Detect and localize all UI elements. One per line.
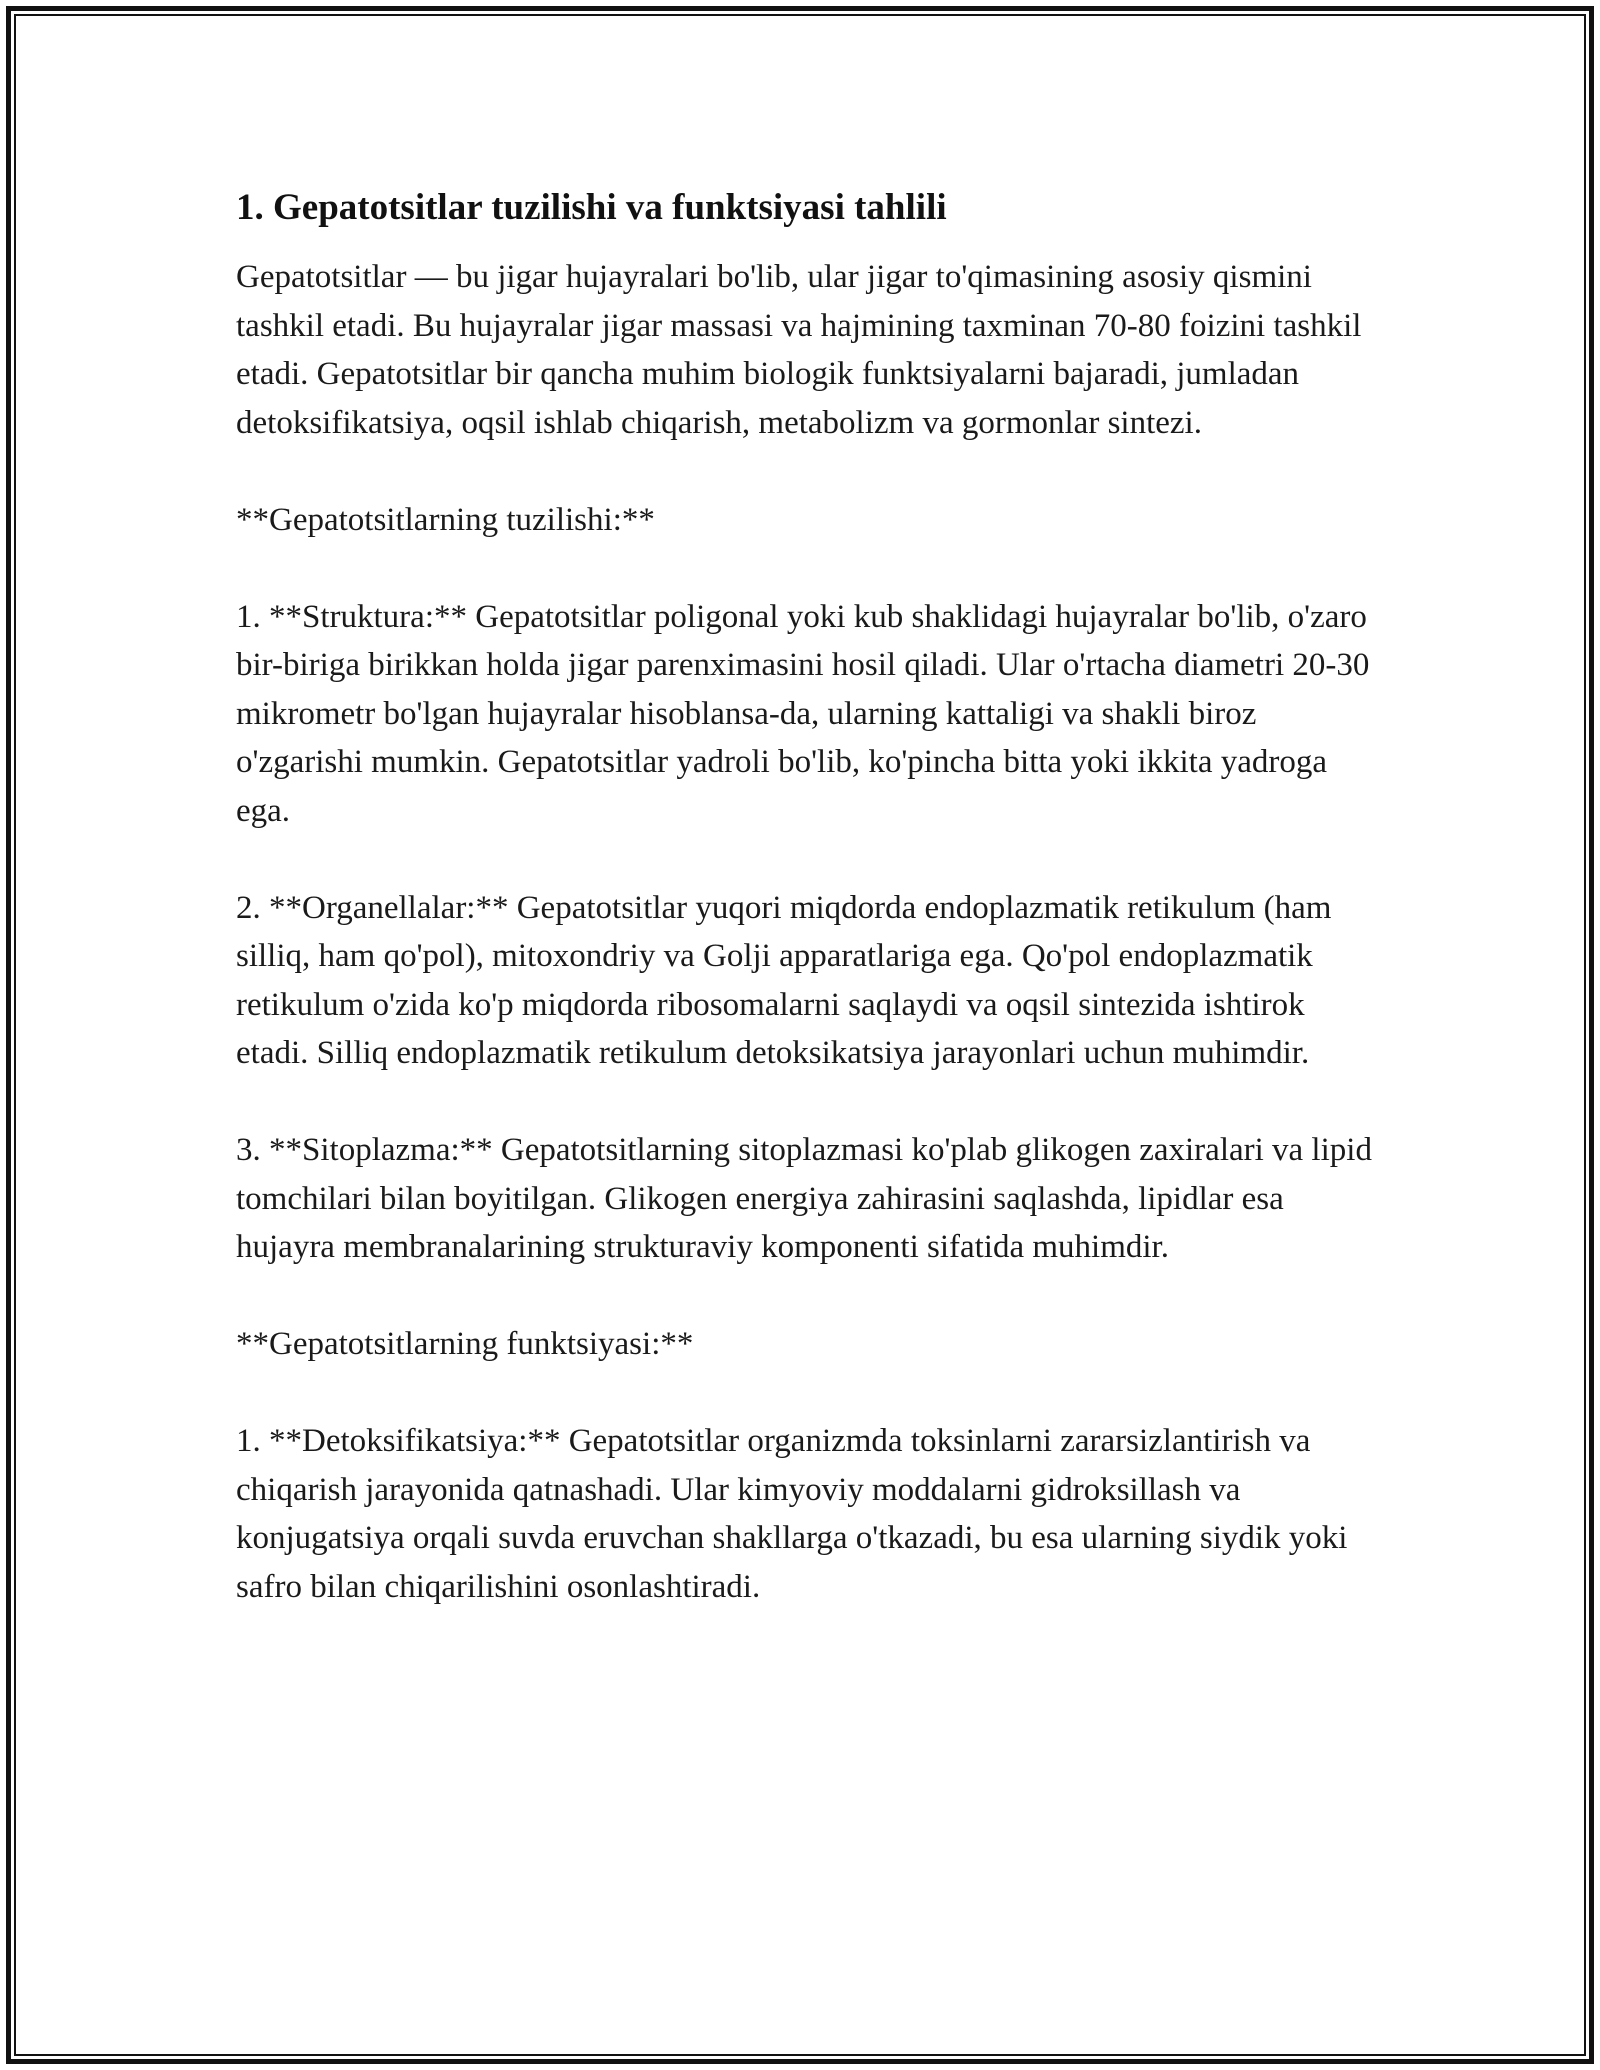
list-item-structure: 1. **Struktura:** Gepatotsitlar poligonal yoki kub shaklidagi hujayralar bo'lib, o'zaro bir-biriga birikkan holda jigar parenximasini hosil qiladi. Ular o'rtacha diametri 20-30 mikrometr bo'lgan hujayralar hisoblansa-da, ularning kattaligi va shakli biroz o'zgarishi mumkin. Gepatotsitlar yadroli bo'lib, ko'pincha bitta yoki ikkita yadroga ega.: [236, 598, 1370, 829]
document-body: [236, 185, 1376, 1611]
page-title: 1. Gepatotsitlar tuzilishi va funktsiyasi tahlili: [236, 187, 947, 228]
list-item-organelles: 2. **Organellalar:** Gepatotsitlar yuqori miqdorda endoplazmatik retikulum (ham silliq, ham qo'pol), mitoxondriy va Golji apparatlariga ega. Qo'pol endoplazmatik retikulum o'zida ko'p miqdorda ribosomalarni saqlaydi va oqsil sintezida ishtirok etadi. Silliq endoplazmatik retikulum detoksikatsiya jarayonlari uchun muhimdir.: [236, 889, 1332, 1071]
section-heading-function: **Gepatotsitlarning funktsiyasi:**: [236, 1326, 694, 1362]
list-item-cytoplasm: 3. **Sitoplazma:** Gepatotsitlarning sitoplazmasi ko'plab glikogen zaxiralari va lipid tomchilari bilan boyitilgan. Glikogen energiya zahirasini saqlashda, lipidlar esa hujayra membranalarining strukturaviy komponenti sifatida muhimdir.: [236, 1132, 1372, 1265]
paragraph-intro: Gepatotsitlar — bu jigar hujayralari bo'lib, ular jigar to'qimasining asosiy qismini tashkil etadi. Bu hujayralar jigar massasi va hajmining taxminan 70-80 foizini tashkil etadi. Gepatotsitlar bir qancha muhim biologik funktsiyalarni bajaradi, jumladan detoksifikatsiya, oqsil ishlab chiqarish, metabolizm va gormonlar sintezi.: [236, 259, 1362, 441]
section-heading-structure: **Gepatotsitlarning tuzilishi:**: [236, 501, 655, 538]
list-item-detoxification: 1. **Detoksifikatsiya:** Gepatotsitlar organizmda toksinlarni zararsizlantirish va chiqarish jarayonida qatnashadi. Ular kimyoviy moddalarni gidroksillash va konjugatsiya orqali suvda eruvchan shakllarga o'tkazadi, bu esa ularning siydik yoki safro bilan chiqarilishini osonlashtiradi.: [236, 1423, 1348, 1605]
